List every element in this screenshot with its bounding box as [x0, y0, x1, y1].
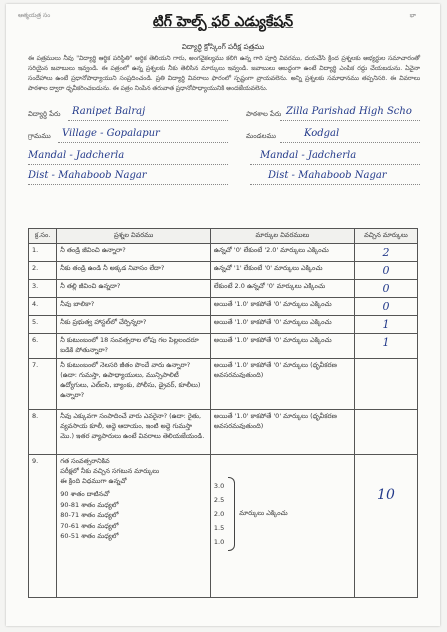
header-scoring: మార్కుల వివరములు — [210, 229, 354, 244]
page-subtitle: విద్యార్థి క్రోస్కింగ్ పరీక్ష పత్రము — [181, 42, 265, 51]
row-question: నీకు ప్రభుత్వ హాస్టల్‌లో చేర్పిన్నరా? — [57, 316, 211, 334]
row-mark: 0 — [382, 282, 390, 295]
row-scoring: అయితే '1.0' కాకపోతే '0' మార్కులు (ధృవీకరణ అవసరమవుతుంది) — [210, 410, 354, 455]
table-row — [29, 298, 418, 316]
header-marks: వచ్చిన మార్కులు — [354, 229, 417, 244]
row-mark: 0 — [382, 264, 390, 277]
dist-right-value: Dist - Mahaboob Nagar — [268, 170, 387, 181]
mandal-label: మండలము — [246, 132, 277, 140]
table-row — [29, 316, 418, 334]
row-no: 9. — [29, 455, 57, 598]
table-row — [29, 359, 418, 410]
row-scoring: ఉన్నచో '1' లేకుంటే '0' మార్కులు ఎక్కించు — [210, 262, 354, 280]
row-no: 8. — [29, 410, 57, 455]
row-scoring: లేకుంటే 2.0 ఉన్నచో '0' మార్కులు ఎక్కించు — [210, 280, 354, 298]
row-village — [28, 130, 420, 144]
student-name-label: విద్యార్థి పేరు — [28, 110, 61, 118]
last-row-subheading: పరీక్షలో నీకు వచ్చిన సగటున మార్కులు — [60, 467, 160, 475]
row-mark: 10 — [377, 487, 395, 503]
school-name-value: Zilla Parishad High Scho — [286, 106, 412, 117]
table-row — [29, 334, 418, 359]
dist-left-value: Dist - Mahaboob Nagar — [28, 170, 147, 181]
row-no: 4. — [29, 298, 57, 316]
row-name — [28, 108, 420, 122]
range-item: 80-71 శాతం మధ్యలో — [60, 511, 119, 519]
document-page — [6, 4, 440, 626]
header-question: ప్రశ్నల వివరము — [57, 229, 211, 244]
student-details — [28, 106, 420, 214]
top-right-note: భా — [409, 12, 416, 19]
row-no: 5. — [29, 316, 57, 334]
table-row — [29, 262, 418, 280]
range-list — [60, 489, 207, 542]
row-no: 3. — [29, 280, 57, 298]
row-scoring: ఉన్నచో '0' లేకుంటే '2.0' మార్కులు ఎక్కించు — [210, 244, 354, 262]
scale-value: 3.0 — [213, 482, 225, 490]
scale-values — [214, 479, 224, 549]
row-mark: 1 — [382, 318, 390, 331]
range-item: 70-61 శాతం మధ్యలో — [60, 521, 119, 530]
row-no: 1. — [29, 244, 57, 262]
student-name-value: Ranipet Balraj — [72, 106, 146, 117]
range-item: 90-81 శాతం మధ్యలో — [60, 500, 119, 509]
row-question: నీ కుటుంబంలో 18 సంవత్సరాల లోపు గల పిల్లలందరూ బడికి పోతున్నారా? — [57, 334, 211, 359]
village-label: గ్రామము — [28, 132, 51, 140]
school-label: పాఠశాల పేరు — [246, 110, 282, 118]
row-scoring: అయితే '1.0' కాకపోతే '0' మార్కులు ఎక్కించు — [210, 334, 354, 359]
row-question: నీ తండ్రి జీవించి ఉన్నారా? — [57, 244, 211, 262]
row-question: నీకు తండ్రి ఉండి నీ అక్కడ నివాసం లేదా? — [57, 262, 211, 280]
last-row-heading: గత సంవత్సరానికివ — [60, 457, 110, 465]
row-scoring: అయితే '1.0' కాకపోతే '0' మార్కులు ఎక్కించు — [210, 298, 354, 316]
range-item: 60-51 శాతం మధ్యలో — [60, 532, 119, 540]
table-row — [29, 410, 418, 455]
mandal-school-value: Kodgal — [304, 128, 340, 139]
row-question: నీ కుటుంబంలో నెలసరి జీతం పొందే వారు ఉన్నారా? (ఉదా: గుమస్తా, ఉపాధ్యాయులు, మున్సిపాలిటీ ఉద్యోగులు, ఎల్ఐసి, బ్యాంకు, పోలీసు, డ్రైవర్, కూలీలు) ఉన్నారా? — [57, 359, 211, 410]
questions-table — [28, 228, 418, 598]
row-mandal — [28, 152, 420, 166]
village-value: Village - Gopalapur — [62, 128, 160, 139]
table-header-row — [29, 229, 418, 244]
mandal-left-value: Mandal - Jadcherla — [28, 150, 125, 161]
row-question: నీవు ఎక్కువగా సంపాదించే వారు ఎవరైనా? (ఉదా: రైతు, వ్యవసాయ కూలీ, అద్దె ఆదాయం, ఇంటి అద్దె గుమస్తా మొ.) ఇతర వ్యాపారులు ఉంటే వివరాలు తెలియజేయండి. — [57, 410, 211, 455]
scale-value: 2.0 — [213, 510, 225, 518]
last-row-note: ఈ క్రింది విధముగా ఉన్నచో — [60, 477, 127, 485]
mandal-right-value: Mandal - Jadcherla — [260, 150, 357, 161]
scale-block — [214, 477, 351, 551]
range-item: 90 శాతం దాటినచో — [60, 490, 110, 498]
row-mark: 1 — [382, 336, 390, 349]
last-row-scoring: మార్కులు ఎక్కించు — [239, 509, 288, 517]
table-row — [29, 455, 418, 598]
intro-paragraph: ఈ పత్రములు నీవు "విద్యార్థి ఆర్థిక పరిస్థితి" అర్థిక తెలియని గారు, అంగవైకల్యము కలిగి ఉన్న గారి పూర్తి వివరము, దయచేసి క్రింద ప్రశ్నలకు అభ్యర్థుల సమాచారంతో సరియైన జవాబులు ఇవ్వండి. ఈ పత్రంలో ఉన్న ప్రశ్నలకు నీకు తెలిసిన మార్కులు ఇవ్వండి. జవాబులు అబద్ధంగా ఉంటే విద్యార్థి ఎంపిక రద్దు చేయబడును. ఏవైనా సందేహాలు ఉంటే ప్రధానోపాధ్యాయుని సంప్రదించండి. ప్రతి విద్యార్థి వివరాలు ఫారంలో స్పష్టంగా వ్రాయవలెను. అన్ని ప్రశ్నలకు సమాధానము తప్పనిసరి. ఈ వివరాలు పాఠశాల ద్వారా ధృవీకరించబడును. ఈ పత్రం నింపిన తరువాత ప్రధానోపాధ్యాయునికి అందజేయవలెను. — [28, 55, 420, 92]
brace-icon — [228, 477, 235, 551]
scale-value: 1.0 — [213, 538, 225, 546]
row-mark: 2 — [382, 246, 390, 259]
row-no: 2. — [29, 262, 57, 280]
scale-value: 2.5 — [213, 496, 225, 504]
row-no: 6. — [29, 334, 57, 359]
table-row — [29, 280, 418, 298]
row-question: నీ తల్లి జీవించి ఉన్నదా? — [57, 280, 211, 298]
page-title: టిగ్ హెల్ప్ ఫర్ ఎడ్యుకేషన్ — [152, 14, 294, 30]
row-scoring: అయితే '1.0' కాకపోతే '0' మార్కులు (ధృవీకరణ అవసరమవుతుంది) — [210, 359, 354, 410]
scale-value: 1.5 — [213, 524, 225, 532]
table-row — [29, 244, 418, 262]
row-no: 7. — [29, 359, 57, 410]
header-serial: క్ర.సం. — [29, 229, 57, 244]
top-left-note: ఆత్మయత్ర సం — [18, 12, 51, 19]
row-district — [28, 172, 420, 186]
row-scoring: అయితే '1.0' కాకపోతే '0' మార్కులు ఎక్కించు — [210, 316, 354, 334]
row-mark: 0 — [382, 300, 390, 313]
row-question: నీవు బాలికా? — [57, 298, 211, 316]
